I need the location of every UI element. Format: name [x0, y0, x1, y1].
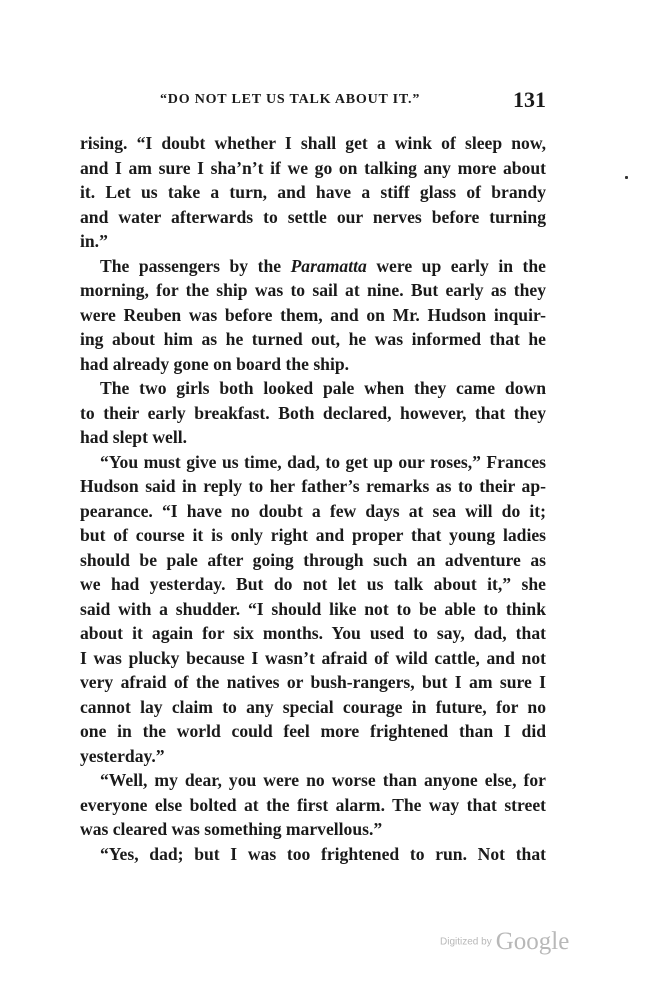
text-line: rising. “I doubt whether I shall get a wink of sleep now, [80, 133, 546, 153]
text-line: were Reuben was before them, and on Mr. Hudson inquir- [80, 304, 546, 325]
text-line: “You must give us time, dad, to get up our roses,” Frances [100, 451, 546, 472]
text-line: should be pale after going through such an adventure as [80, 549, 546, 570]
text-line: we had yesterday. But do not let us talk about it,” she [80, 574, 546, 594]
text-line: but of course it is only right and proper that young ladies [80, 525, 546, 545]
text-line: pearance. “I have no doubt a few days at sea will do it; [80, 500, 546, 521]
text-line: and I am sure I sha’n’t if we go on talking any more about [80, 157, 546, 178]
ship-name: Paramatta [290, 255, 367, 276]
text-line: cannot lay claim to any special courage in future, for no [80, 696, 546, 717]
text-line: about it again for six months. You used to say, dad, that [80, 623, 546, 643]
text-segment: were up early in the [366, 255, 546, 276]
text-line: and water afterwards to settle our nerves before turning [80, 206, 546, 227]
text-line: it. Let us take a turn, and have a stiff glass of brandy [80, 182, 546, 202]
text-line: morning, for the ship was to sail at nine. But early as they [80, 280, 546, 300]
watermark-prefix: Digitized by [440, 936, 492, 948]
text-line: had already gone on board the ship. [80, 353, 350, 374]
text-line: had slept well. [80, 427, 188, 447]
text-line: “Well, my dear, you were no worse than anyone else, for [100, 770, 546, 790]
text-line: very afraid of the natives or bush-rangers, but I am sure I [80, 672, 546, 692]
digitized-by-google-watermark [440, 928, 569, 956]
text-line: to their early breakfast. Both declared, however, that they [80, 402, 546, 423]
text-line: ing about him as he turned out, he was informed that he [80, 329, 546, 349]
text-line: The two girls both looked pale when they came down [100, 378, 546, 398]
text-line: everyone else bolted at the first alarm. The way that street [80, 794, 546, 815]
running-title: “DO NOT LET US TALK ABOUT IT.” [160, 92, 421, 107]
text-line: said with a shudder. “I should like not to be able to think [80, 598, 546, 619]
text-line: yesterday.” [80, 745, 165, 766]
text-line: I was plucky because I wasn’t afraid of wild cattle, and not [80, 647, 546, 668]
page-number: 131 [513, 87, 546, 112]
text-segment: The passengers by the [100, 255, 291, 276]
text-line: “Yes, dad; but I was too frightened to run. Not that [100, 843, 546, 864]
body-text [80, 131, 546, 866]
google-logo: Google [495, 928, 570, 955]
text-line: in.” [80, 231, 108, 251]
text-line: was cleared was something marvellous.” [80, 819, 383, 839]
text-line: Hudson said in reply to her father’s remarks as to their ap- [80, 476, 546, 496]
text-line: one in the world could feel more frightened than I did [80, 721, 546, 741]
scan-speck [625, 176, 628, 179]
text-line-italic [80, 254, 546, 279]
